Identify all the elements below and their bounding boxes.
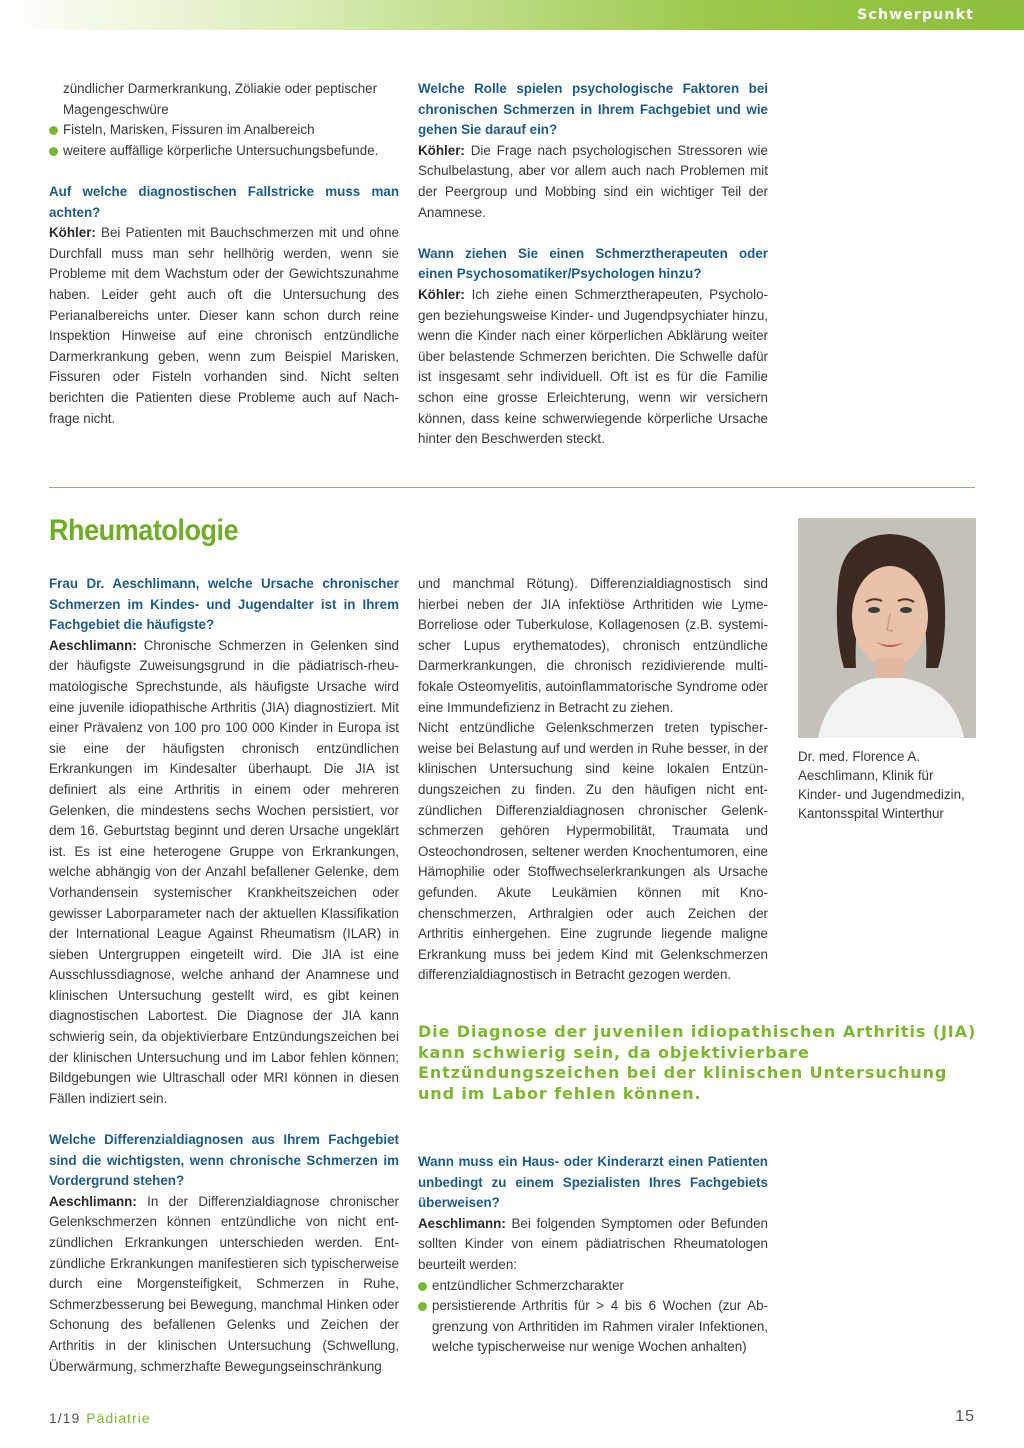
answer-text: Bei Patienten mit Bauchschmerzen mit und ohne Durchfall muss man sehr hellhörig werden, wenn sie Probleme mit dem Wachstum oder der Gewichtszunahme haben. Leider geht auch oft die Untersuchung des Perianalbereichs unter. Dieser kann schon durch reine Inspektion Hinweise auf eine chronisch entzündliche Darmerkrankung geben, wenn zum Beispiel Marisken, Fissuren oder Fisteln vorhanden sind. Nicht selten berichten die Patienten diese Probleme auch auf Nachfrage nicht. [49,225,399,426]
answer-text: Ich ziehe einen Schmerztherapeuten, Psychologen beziehungsweise Kinder- und Jugendpsychiater hinzu, wenn die Kinder nach einer körperlichen Abklärung weiter über belastende Schmerzen berichten. Die Schwelle dafür ist insgesamt sehr individuell. Oft ist es für die Familie schon eine grosse Erleichterung, wenn wir versichern können, dass keine schwerwiegende körperliche Ursache hinter den Beschwerden steckt. [418,286,768,447]
speaker-name: Köhler: [49,225,96,241]
column-1-top [49,79,399,429]
interview-question: Welche Differenzialdiagnosen aus Ihrem Fachgebiet sind die wichtigsten, wenn chronische Schmerzen im Vordergrund stehen? [49,1132,399,1189]
list-item: Fisteln, Marisken, Fissuren im Analbereich [49,120,399,141]
speaker-name: Köhler: [418,142,465,158]
interview-question: Frau Dr. Aeschlimann, welche Ursache chronischer Schmerzen im Kindes- und Jugendalter ist in Ihrem Fachgebiet die häufigste? [49,576,399,633]
portrait-illustration [798,518,976,738]
list-item: persistierende Arthritis für > 4 bis 6 Wochen (zur Abgrenzung von Arthritiden im Rahmen viraler Infektionen, welche typischerweise nur wenige Wochen anhalten) [418,1296,768,1358]
column-2-bottom-text [418,574,768,986]
bullet-list [49,120,399,161]
answer-text: Die Frage nach psychologischen Stressoren wie Schulbelastung, aber vor allem auch nach Problemen mit der Peergroup und Mobbing sind ein wichtiger Teil der Anamnese. [418,142,768,220]
column-2-top [418,79,768,450]
answer-text: Chronische Schmerzen in Gelenken sind der häufigste Zuweisungsgrund in die pädiatrisch-rheumatologische Sprechstunde, als häufigste Ursache wird eine juvenile idiopathische Arthritis (JIA) diagnostiziert. Mit einer Prävalenz von 100 pro 100 000 Kinder in Europa ist sie eine der häufigsten chronisch entzündlichen Erkrankungen im Kindesalter überhaupt. Die JIA ist definiert als eine Arthritis in einem oder mehreren Gelenken, die mindestens sechs Wochen persistiert, vor dem 16. Geburtstag beginnt und deren Ursache ungeklärt ist. Es ist eine heterogene Gruppe von Erkrankungen, welche abhängig von der Anzahl befallener Gelenke, dem Vorhandensein systemischer Krankheitszeichen oder gewisser Laborparameter nach der aktuellen Klassifikation der International League Against Rheumatism (ILAR) in sieben Untergruppen eingeteilt wird. Die JIA ist eine Ausschlussdiagnose, welche anhand der Anamnese und klinischen Untersuchung gestellt wird, es gibt keinen diagnostischen Labortest. Die Diagnose der JIA kann schwierig sein, da objektivierbare Entzündungszeichen bei der klinischen Untersuchung und im Labor fehlen können; Bildgebungen wie Ultraschall oder MRI können in diesen Fällen indiziert sein. [49,637,399,1106]
interview-answer [418,141,768,223]
answer-text: In der Differenzialdiagnose chronischer Gelenkschmerzen können entzündliche von nicht entzündlichen Erkrankungen unterschieden werden. Entzündliche Erkrankungen manifestieren sich typischerweise durch eine Morgensteifigkeit, Schmerzen in Ruhe, Schmerzbesserung bei Bewegung, manchmal Hinken oder Schonung des befallenen Gelenks und Zeichen der Arthritis in der klinischen Untersuchung (Schwellung, Überwärmung, schmerzhafte Bewegungseinschränkung [49,1193,399,1374]
pull-quote: Die Diagnose der juvenilen idiopathischen Arthritis (JIA) kann schwierig sein, da objektivierbare Entzündungszeichen bei der klinischen Untersuchung und im Labor fehlen können. [418,1022,977,1103]
interview-question: Welche Rolle spielen psychologische Faktoren bei chronischen Schmerzen in Ihrem Fachgebiet und wie gehen Sie darauf ein? [418,81,768,138]
section-title: Rheumatologie [49,514,239,547]
header-bar [0,0,1024,30]
bullet-continuation: Magengeschwüre [63,101,169,117]
list-item: entzündlicher Schmerzcharakter [418,1276,768,1297]
journal-name: Pädiatrie [86,1410,151,1426]
body-paragraph: Nicht entzündliche Gelenkschmerzen treten typischerweise bei Belastung auf und werden in Ruhe besser, in der klinischen Untersuchung sind keine lokalen Entzündungszeichen zu finden. Zu den häufigen nicht entzündlichen Differenzialdiagnosen chronischer Gelenkschmerzen gehören Hypermobilität, Traumata und Osteochondrosen, seltener werden Knochentumoren, eine Hämophilie oder Stoffwechselerkrankungen als Ursache gefunden. Akute Leukämien können mit Knochenschmerzen, Arthralgien oder auch Zeichen der Arthritis einhergehen. Eine zugrunde liegende maligne Erkrankung muss bei jedem Kind mit Gelenkschmerzen differenzialdiagnostisch in Betracht gezogen werden. [418,720,768,983]
bullet-list [418,1276,768,1358]
interview-answer [49,223,399,429]
body-paragraph: und manchmal Rötung). Differenzialdiagnostisch sind hierbei neben der JIA infektiöse Arthritiden wie Lyme-Borreliose oder Tuberkulose, Kollagenosen (z.B. systemischer Lupus erythematodes), chronisch entzündliche Darmerkrankungen, die chronisch rezidivierende multifokale Osteomyelitis, autoinflammatorische Syndrome oder eine Immundefizienz in Betracht zu ziehen. [418,576,768,715]
portrait-caption: Dr. med. Florence A. Aeschlimann, Klinik für Kinder- und Jugendmedizin, Kantonsspital Winterthur [798,749,965,821]
interview-question: Auf welche diagnostischen Fallstricke muss man achten? [49,183,399,220]
list-item: weitere auffällige körperliche Untersuchungsbefunde. [49,141,399,162]
bullet-continuation: zündlicher Darmerkrankung, Zöliakie oder peptischer [63,81,378,96]
section-divider [49,487,975,488]
speaker-name: Aeschlimann: [49,637,137,653]
speaker-name: Aeschlimann: [49,1193,137,1209]
interview-answer [418,285,768,450]
interview-question: Wann ziehen Sie einen Schmerztherapeuten oder einen Psychosomatiker/Psychologen hinzu? [418,245,768,282]
column-2-bottom-interview [418,1152,768,1358]
page-number: 15 [955,1408,975,1425]
section-label: Schwerpunkt [857,7,974,23]
column-1-bottom [49,574,399,1377]
issue-number: 1/19 [49,1410,81,1426]
interview-answer [418,1214,768,1276]
interview-answer [49,636,399,1110]
portrait-photo [798,518,976,738]
footer-issue [49,1410,151,1426]
interview-question: Wann muss ein Haus- oder Kinderarzt einen Patienten unbedingt zu einem Spezialisten Ihres Fachgebiets überweisen? [418,1154,768,1211]
speaker-name: Köhler: [418,286,465,302]
answer-text: Bei folgenden Symptomen oder Befunden sollten Kinder von einem pädiatrischen Rheumatologen beurteilt werden: [418,1215,768,1272]
interview-answer [49,1192,399,1377]
speaker-name: Aeschlimann: [418,1215,506,1231]
